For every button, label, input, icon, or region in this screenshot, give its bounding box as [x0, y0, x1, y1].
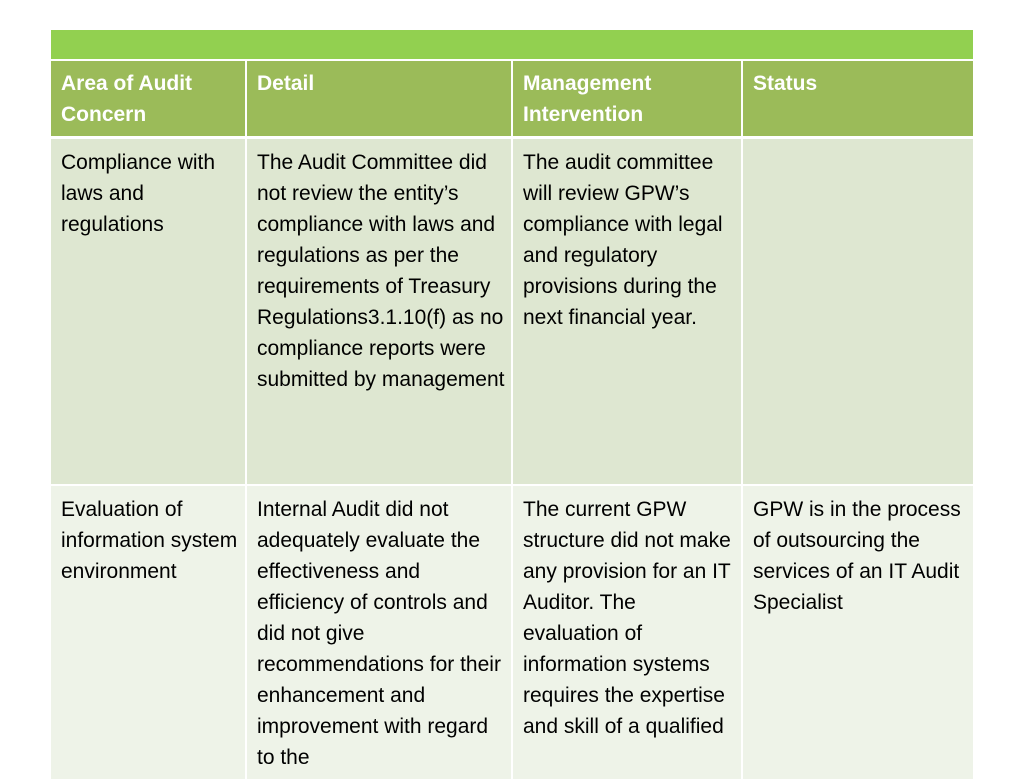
header-management-intervention: Management Intervention: [512, 61, 742, 138]
cell-intervention: The audit committee will review GPW’s compliance with legal and regulatory provisions during the next financial year.: [512, 138, 742, 486]
table-row: [51, 485, 973, 780]
header-status: Status: [742, 61, 973, 138]
cell-area: Evaluation of information system environment: [51, 485, 246, 780]
cell-area: Compliance with laws and regulations: [51, 138, 246, 486]
header-detail: Detail: [246, 61, 512, 138]
table-row: [51, 138, 973, 486]
cell-intervention: The current GPW structure did not make any provision for an IT Auditor. The evaluation of information systems requires the expertise and skill of a qualified: [512, 485, 742, 780]
audit-concerns-table: [51, 61, 973, 781]
cell-status: GPW is in the process of outsourcing the services of an IT Audit Specialist: [742, 485, 973, 780]
table-header-row: [51, 61, 973, 138]
header-area-of-audit-concern: Area of Audit Concern: [51, 61, 246, 138]
title-bar: [51, 30, 973, 59]
cell-detail: The Audit Committee did not review the entity’s compliance with laws and regulations as per the requirements of Treasury Regulations3.1.10(f) as no compliance reports were submitted by management: [246, 138, 512, 486]
cell-detail: Internal Audit did not adequately evaluate the effectiveness and efficiency of controls and did not give recommendations for their enhancement and improvement with regard to the: [246, 485, 512, 780]
cell-status: [742, 138, 973, 486]
